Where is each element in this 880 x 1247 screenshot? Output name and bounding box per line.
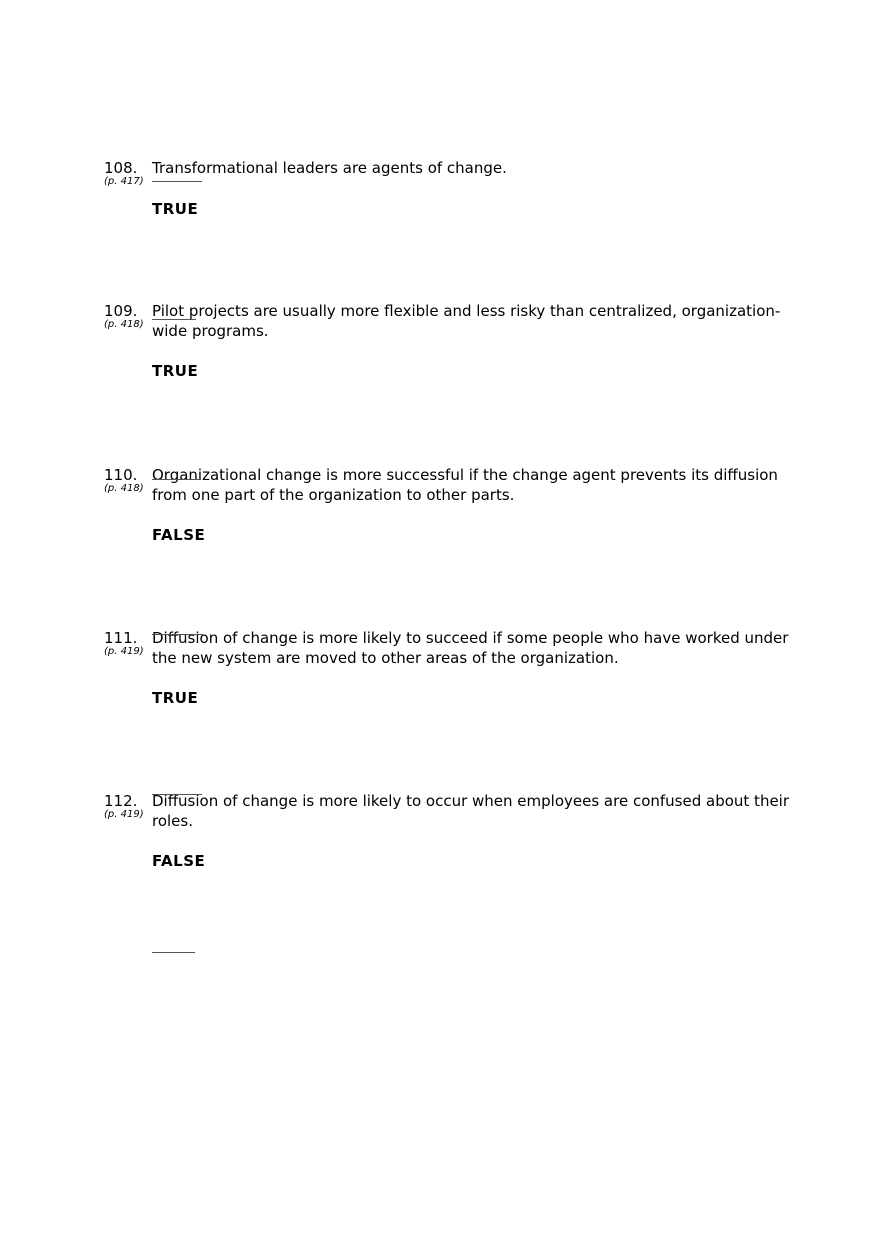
question-text: Diffusion of change is more likely to occur when employees are confused about their roles. [152,792,790,830]
page-reference: (p. 419) [104,646,144,657]
question-text: Pilot projects are usually more flexible and less risky than centralized, organization-wide programs. [152,302,781,340]
page-reference: (p. 417) [104,176,144,187]
divider-rule [152,794,202,795]
question-text: Transformational leaders are agents of change. [152,159,507,177]
question-number: 110. [104,466,138,484]
question-number: 108. [104,159,138,177]
page-reference: (p. 418) [104,483,144,494]
page-reference: (p. 419) [104,809,144,820]
question-text: Diffusion of change is more likely to succeed if some people who have worked under the new system are moved to other areas of the organization. [152,629,789,667]
question-number: 111. [104,629,138,647]
answer-label: TRUE [152,362,199,380]
divider-rule [152,634,203,635]
question-number: 112. [104,792,138,810]
divider-rule [152,319,196,320]
divider-rule [152,181,202,182]
divider-rule [152,479,199,480]
divider-rule [152,952,195,953]
answer-label: FALSE [152,526,206,544]
answer-label: TRUE [152,689,199,707]
answer-label: TRUE [152,200,199,218]
question-number: 109. [104,302,138,320]
page-reference: (p. 418) [104,319,144,330]
answer-label: FALSE [152,852,206,870]
question-text: Organizational change is more successful if the change agent prevents its diffusion from one part of the organization to other parts. [152,466,778,504]
